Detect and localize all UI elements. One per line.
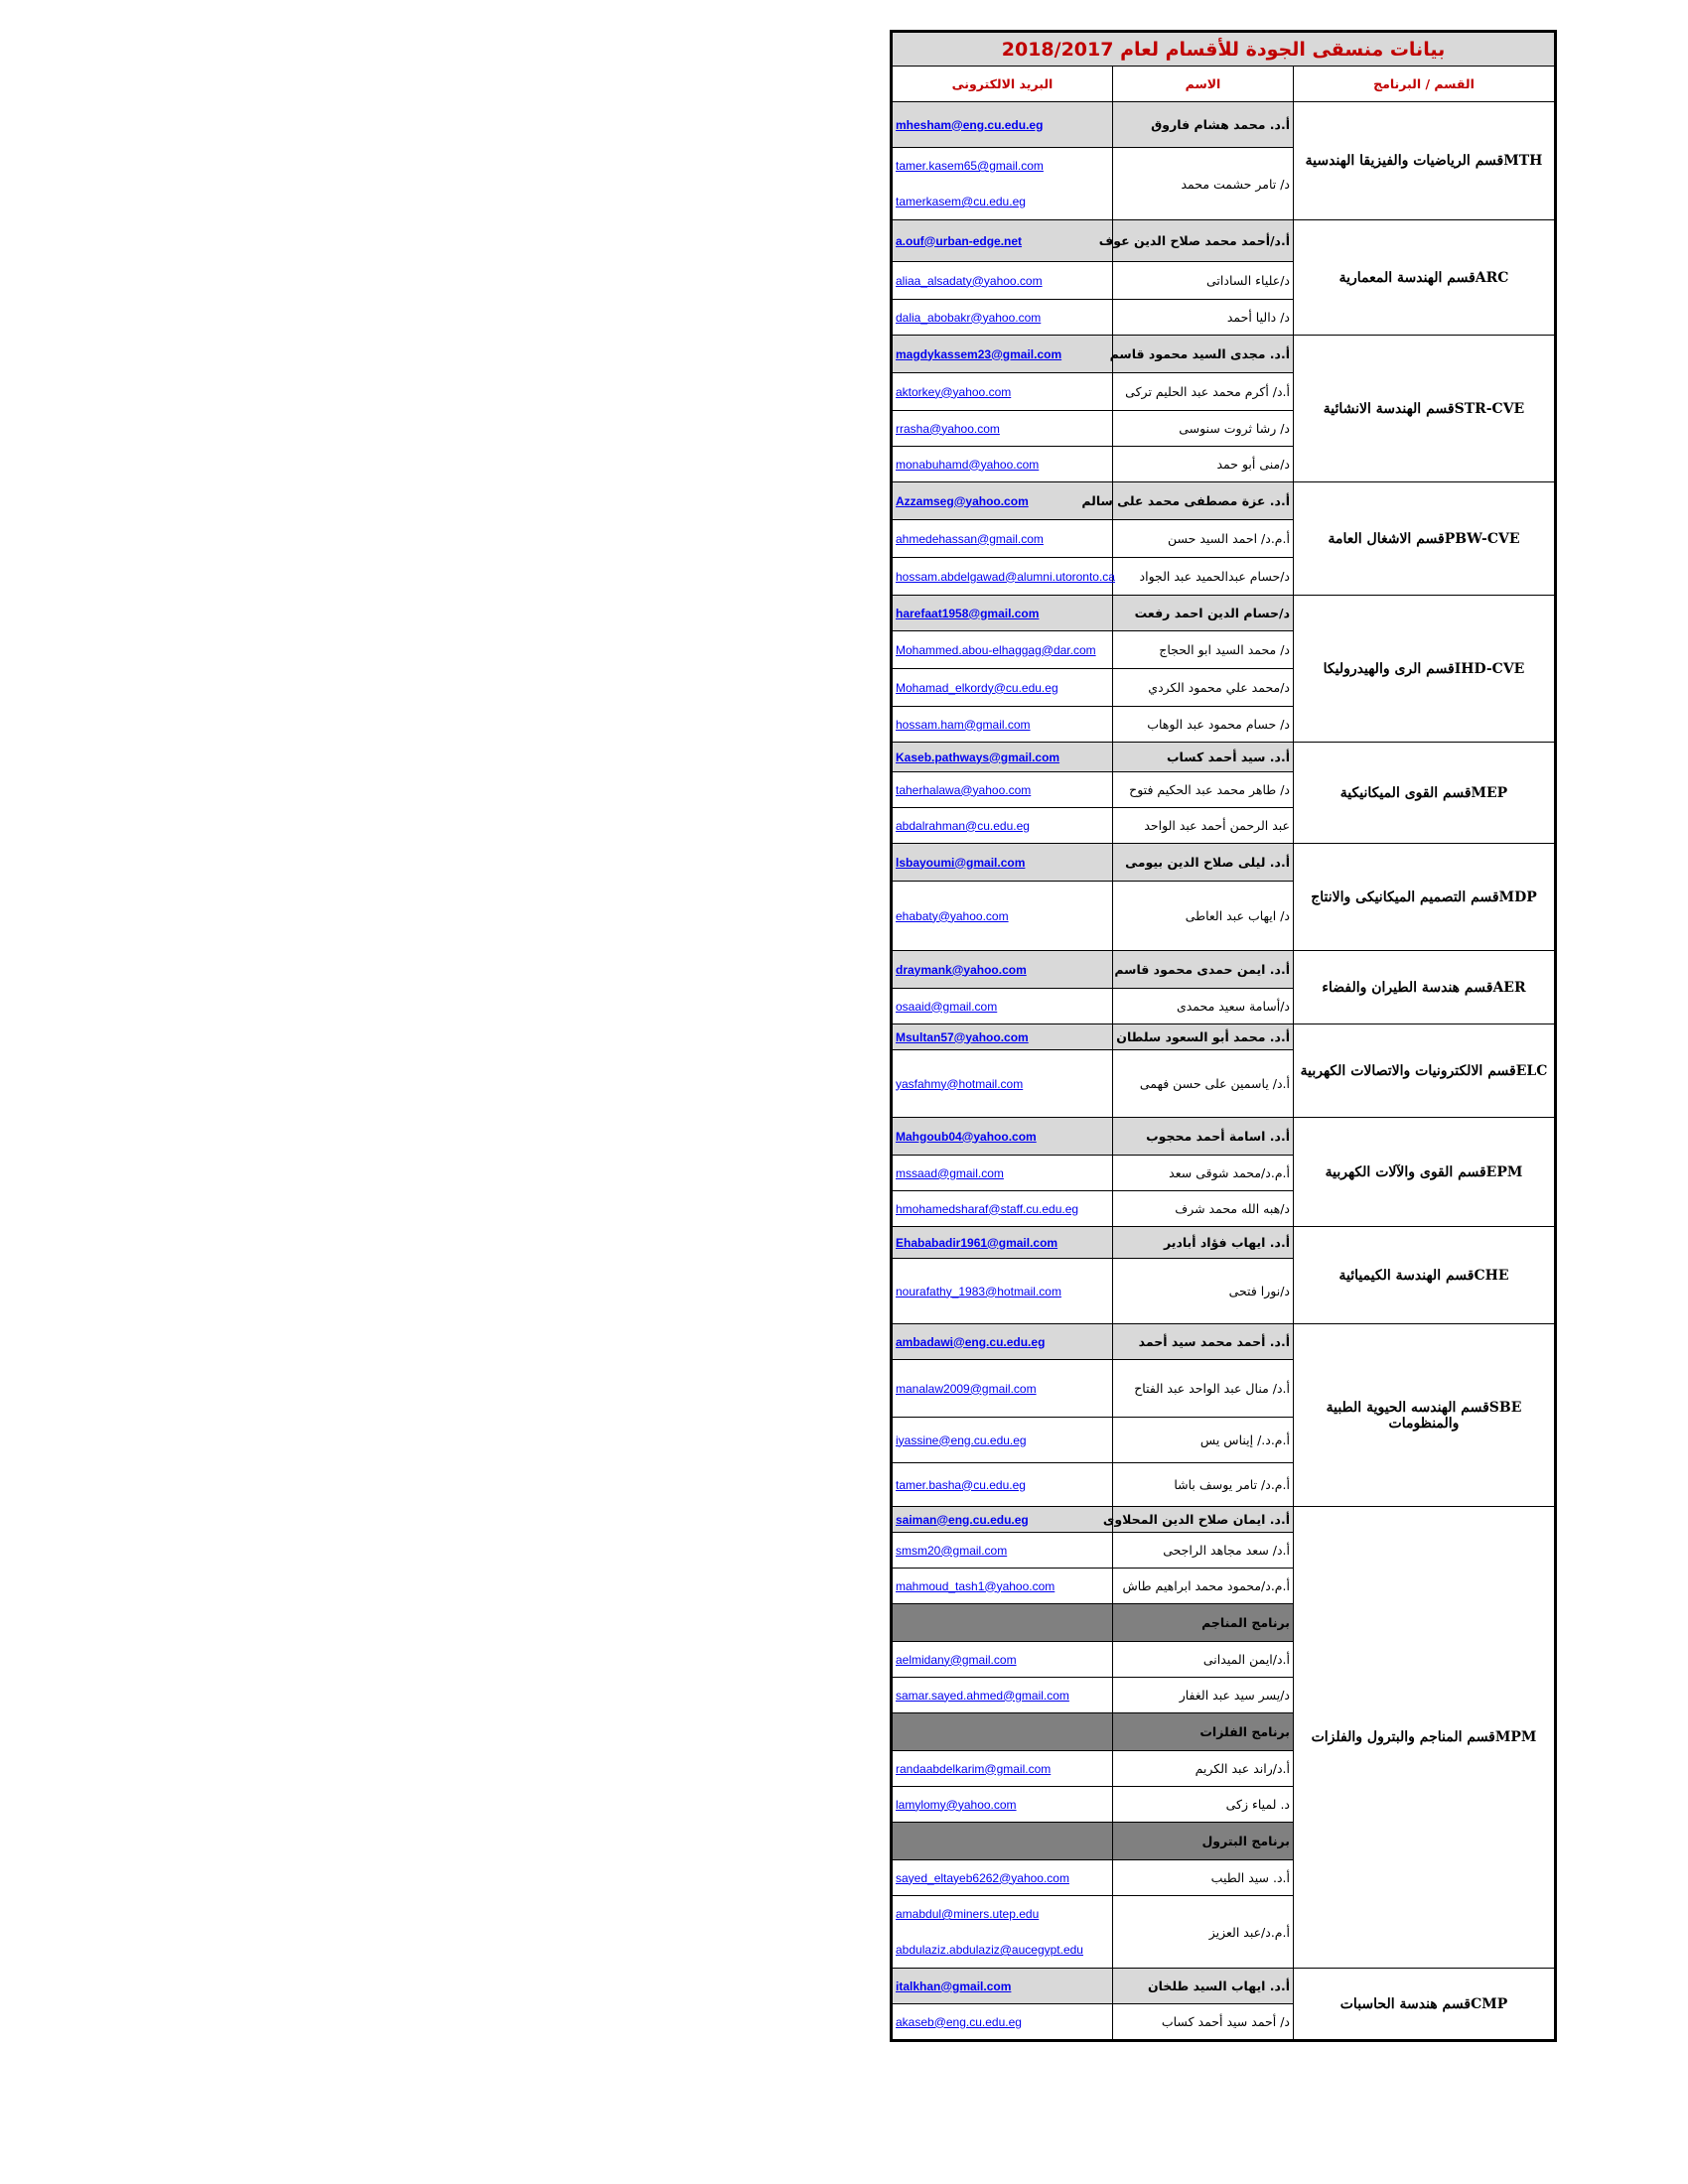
department-label: MPMقسم المناجم والبترول والفلزات <box>1294 1507 1555 1969</box>
coordinator-row <box>893 844 1555 882</box>
email-cell <box>893 1507 1113 1533</box>
email-link[interactable]: hossam.abdelgawad@alumni.utoronto.ca <box>896 569 1115 584</box>
email-link[interactable]: mahmoud_tash1@yahoo.com <box>896 1578 1055 1593</box>
coordinator-row <box>893 336 1555 373</box>
email-cell <box>893 373 1113 411</box>
email-cell <box>893 1118 1113 1156</box>
coordinator-row <box>893 1118 1555 1156</box>
email-cell <box>893 102 1113 148</box>
department-label: AERقسم هندسة الطيران والفضاء <box>1294 951 1555 1024</box>
coordinator-name: د/ تامر حشمت محمد <box>1113 148 1294 220</box>
email-link[interactable]: samar.sayed.ahmed@gmail.com <box>896 1688 1069 1703</box>
coordinator-name: د/ ايهاب عبد العاطى <box>1113 882 1294 951</box>
coordinator-name: أ.م.د/محمود محمد ابراهيم طاش <box>1113 1569 1294 1604</box>
coordinator-name: أ.د/أحمد محمد صلاح الدين عوف <box>1113 220 1294 262</box>
email-cell <box>893 2004 1113 2040</box>
email-cell <box>893 1156 1113 1191</box>
coordinator-name: د/يسر سيد عبد الغفار <box>1113 1678 1294 1713</box>
email-link[interactable]: smsm20@gmail.com <box>896 1543 1008 1558</box>
email-cell <box>893 1418 1113 1463</box>
email-cell <box>893 808 1113 844</box>
email-link[interactable]: lsbayoumi@gmail.com <box>896 855 1026 870</box>
header-name: الاسم <box>1113 67 1294 102</box>
email-cell <box>893 336 1113 373</box>
sheet-title: بيانات منسقى الجودة للأقسام لعام 2018/2017 <box>893 33 1555 67</box>
department-label: STR-CVEقسم الهندسة الانشائية <box>1294 336 1555 482</box>
header-dept: القسم / البرنامج <box>1294 67 1555 102</box>
coordinator-row <box>893 743 1555 772</box>
email-cell <box>893 262 1113 300</box>
email-link[interactable]: akaseb@eng.cu.edu.eg <box>896 2014 1022 2029</box>
coordinator-name: أ.م.د./ إيناس يس <box>1113 1418 1294 1463</box>
coordinator-name: د/أسامة سعيد محمدى <box>1113 989 1294 1024</box>
coordinator-name: عبد الرحمن أحمد عبد الواحد <box>1113 808 1294 844</box>
email-cell <box>893 1860 1113 1896</box>
coordinator-name: أ.د. سيد الطيب <box>1113 1860 1294 1896</box>
email-cell <box>893 1569 1113 1604</box>
coordinator-row <box>893 1227 1555 1259</box>
coordinator-name: أ.د. ايهاب فؤاد أبادير <box>1113 1227 1294 1259</box>
coordinator-name: د/محمد علي محمود الكردي <box>1113 669 1294 707</box>
coordinator-row <box>893 596 1555 631</box>
email-link[interactable]: aliaa_alsadaty@yahoo.com <box>896 273 1043 288</box>
email-link[interactable]: saiman@eng.cu.edu.eg <box>896 1512 1029 1527</box>
coordinator-row <box>893 1507 1555 1533</box>
coordinator-row <box>893 1324 1555 1360</box>
coordinator-name: د/ أحمد سيد أحمد كساب <box>1113 2004 1294 2040</box>
coordinator-name: د/حسام الدين احمد رفعت <box>1113 596 1294 631</box>
coordinator-name: أ.م.د/عبد العزيز <box>1113 1896 1294 1969</box>
email-cell <box>893 1191 1113 1227</box>
email-link[interactable]: yasfahmy@hotmail.com <box>896 1076 1024 1091</box>
email-link[interactable]: randaabdelkarim@gmail.com <box>896 1761 1052 1776</box>
coordinator-name: أ.د. عزة مصطفى محمد على سالم <box>1113 482 1294 520</box>
department-label: MTHقسم الرياضيات والفيزيقا الهندسية <box>1294 102 1555 220</box>
coordinator-row <box>893 102 1555 148</box>
email-cell <box>893 596 1113 631</box>
coordinator-name: أ.د. ايمان صلاح الدين المحلاوى <box>1113 1507 1294 1533</box>
coordinator-row <box>893 951 1555 989</box>
coordinator-name: أ.د. ايهاب السيد طلخان <box>1113 1969 1294 2004</box>
email-link[interactable]: italkhan@gmail.com <box>896 1979 1012 1993</box>
email-link[interactable]: hossam.ham@gmail.com <box>896 717 1031 732</box>
department-label: MEPقسم القوى الميكانيكية <box>1294 743 1555 844</box>
program-name: برنامج المناجم <box>1113 1604 1294 1642</box>
email-link[interactable]: abdulaziz.abdulaziz@aucegypt.edu <box>896 1943 1083 1957</box>
email-cell <box>893 1823 1113 1860</box>
coordinator-name: د/ طاهر محمد عبد الحكيم فتوح <box>1113 772 1294 808</box>
coordinator-name: د. لمياء زكى <box>1113 1787 1294 1823</box>
email-link[interactable]: hmohamedsharaf@staff.cu.edu.eg <box>896 1201 1079 1216</box>
coordinator-name: أ.د. أحمد محمد سيد أحمد <box>1113 1324 1294 1360</box>
department-label: CHEقسم الهندسة الكيميائية <box>1294 1227 1555 1324</box>
coordinator-name: أ.م.د/محمد شوقى سعد <box>1113 1156 1294 1191</box>
email-cell <box>893 1259 1113 1324</box>
coordinator-row <box>893 482 1555 520</box>
email-cell <box>893 482 1113 520</box>
coordinator-name: أ.د. ليلى صلاح الدين بيومى <box>1113 844 1294 882</box>
department-label: CMPقسم هندسة الحاسبات <box>1294 1969 1555 2040</box>
email-cell <box>893 1787 1113 1823</box>
coordinator-name: أ.م.د/ احمد السيد حسن <box>1113 520 1294 558</box>
coordinator-name: د/ حسام محمود عبد الوهاب <box>1113 707 1294 743</box>
email-cell <box>893 989 1113 1024</box>
email-cell <box>893 1713 1113 1751</box>
header-row <box>893 67 1555 102</box>
coordinator-name: د/ رشا ثروت سنوسى <box>1113 411 1294 447</box>
department-label: MDPقسم التصميم الميكانيكى والانتاج <box>1294 844 1555 951</box>
email-cell <box>893 1969 1113 2004</box>
department-label: ARCقسم الهندسة المعمارية <box>1294 220 1555 336</box>
email-link[interactable]: Ehababadir1961@gmail.com <box>896 1235 1058 1250</box>
coordinators-table <box>892 32 1555 2040</box>
coordinator-name: د/نورا فتحى <box>1113 1259 1294 1324</box>
email-cell <box>893 669 1113 707</box>
coordinator-name: أ.د/ أكرم محمد عبد الحليم تركى <box>1113 373 1294 411</box>
email-cell <box>893 1678 1113 1713</box>
email-link[interactable]: tamer.basha@cu.edu.eg <box>896 1477 1026 1492</box>
coordinator-name: أ.د. محمد أبو السعود سلطان <box>1113 1024 1294 1050</box>
email-cell <box>893 558 1113 596</box>
email-cell <box>893 951 1113 989</box>
email-link[interactable]: aktorkey@yahoo.com <box>896 384 1012 399</box>
email-link[interactable]: dalia_abobakr@yahoo.com <box>896 310 1042 325</box>
email-link[interactable]: mhesham@eng.cu.edu.eg <box>896 117 1044 132</box>
email-link[interactable]: iyassine@eng.cu.edu.eg <box>896 1433 1027 1447</box>
email-link[interactable]: Kaseb.pathways@gmail.com <box>896 750 1060 764</box>
email-link[interactable]: ahmedehassan@gmail.com <box>896 531 1044 546</box>
email-link[interactable]: osaaid@gmail.com <box>896 999 998 1014</box>
coordinator-name: أ.د/راند عبد الكريم <box>1113 1751 1294 1787</box>
email-cell <box>893 1227 1113 1259</box>
email-cell <box>893 1533 1113 1569</box>
department-label: PBW-CVEقسم الاشغال العامة <box>1294 482 1555 596</box>
email-cell <box>893 411 1113 447</box>
email-link[interactable]: aelmidany@gmail.com <box>896 1652 1017 1667</box>
email-link[interactable]: manalaw2009@gmail.com <box>896 1381 1037 1396</box>
email-cell <box>893 772 1113 808</box>
email-cell <box>893 300 1113 336</box>
email-cell <box>893 520 1113 558</box>
email-link[interactable]: a.ouf@urban-edge.net <box>896 233 1023 248</box>
email-cell <box>893 1463 1113 1507</box>
email-link[interactable]: draymank@yahoo.com <box>896 962 1027 977</box>
email-cell <box>893 1324 1113 1360</box>
email-link[interactable]: abdalrahman@cu.edu.eg <box>896 818 1030 833</box>
email-cell <box>893 631 1113 669</box>
email-cell <box>893 1360 1113 1418</box>
email-link[interactable]: Azzamseg@yahoo.com <box>896 493 1029 508</box>
header-email: البريد الالكترونى <box>893 67 1113 102</box>
coordinator-name: د/علياء الساداتى <box>1113 262 1294 300</box>
department-label: ELCقسم الالكترونيات والاتصالات الكهربية <box>1294 1024 1555 1118</box>
program-name: برنامج البترول <box>1113 1823 1294 1860</box>
email-cell <box>893 844 1113 882</box>
coordinator-name: أ.د/ سعد مجاهد الراجحى <box>1113 1533 1294 1569</box>
email-cell <box>893 1024 1113 1050</box>
coordinator-name: أ.د. محمد هشام فاروق <box>1113 102 1294 148</box>
coordinator-name: أ.د. سيد أحمد كساب <box>1113 743 1294 772</box>
email-link[interactable]: mssaad@gmail.com <box>896 1165 1004 1180</box>
coordinator-name: د/هبه الله محمد شرف <box>1113 1191 1294 1227</box>
email-cell <box>893 1896 1113 1969</box>
email-link[interactable]: tamer.kasem65@gmail.com <box>896 159 1044 173</box>
email-cell <box>893 220 1113 262</box>
department-label: IHD-CVEقسم الرى والهيدروليكا <box>1294 596 1555 743</box>
email-cell <box>893 1050 1113 1118</box>
email-cell <box>893 447 1113 482</box>
email-link[interactable]: magdykassem23@gmail.com <box>896 346 1062 361</box>
coordinator-name: أ.د. اسامة أحمد محجوب <box>1113 1118 1294 1156</box>
coordinator-name: د/حسام عبدالحميد عبد الجواد <box>1113 558 1294 596</box>
email-cell <box>893 1604 1113 1642</box>
email-cell <box>893 707 1113 743</box>
email-link[interactable]: ambadawi@eng.cu.edu.eg <box>896 1334 1046 1349</box>
email-link[interactable]: lamylomy@yahoo.com <box>896 1797 1017 1812</box>
email-link[interactable]: monabuhamd@yahoo.com <box>896 457 1040 472</box>
coordinator-row <box>893 220 1555 262</box>
coordinator-name: أ.د/ منال عبد الواحد عبد الفتاح <box>1113 1360 1294 1418</box>
email-link[interactable]: amabdul@miners.utep.edu <box>896 1907 1040 1921</box>
email-cell <box>893 1751 1113 1787</box>
program-name: برنامج الفلزات <box>1113 1713 1294 1751</box>
email-cell <box>893 743 1113 772</box>
email-link[interactable]: Mohamad_elkordy@cu.edu.eg <box>896 680 1058 695</box>
email-cell <box>893 882 1113 951</box>
email-cell <box>893 1642 1113 1678</box>
coordinator-name: أ.د/ايمن الميدانى <box>1113 1642 1294 1678</box>
coordinator-name: د/ محمد السيد ابو الحجاج <box>1113 631 1294 669</box>
coordinator-name: د/ داليا أحمد <box>1113 300 1294 336</box>
email-link[interactable]: Mohammed.abou-elhaggag@dar.com <box>896 642 1096 657</box>
email-link[interactable]: taherhalawa@yahoo.com <box>896 782 1032 797</box>
coordinator-name: أ.د/ ياسمين على حسن فهمى <box>1113 1050 1294 1118</box>
email-link[interactable]: sayed_eltayeb6262@yahoo.com <box>896 1870 1069 1885</box>
coordinators-sheet <box>890 30 1557 2042</box>
coordinator-name: د/منى أبو حمد <box>1113 447 1294 482</box>
email-cell <box>893 148 1113 220</box>
email-link[interactable]: rrasha@yahoo.com <box>896 421 1000 436</box>
email-link[interactable]: harefaat1958@gmail.com <box>896 606 1040 620</box>
email-link[interactable]: ehabaty@yahoo.com <box>896 908 1009 923</box>
coordinator-row <box>893 1969 1555 2004</box>
coordinator-name: أ.د. مجدى السيد محمود قاسم <box>1113 336 1294 373</box>
coordinator-name: أ.م.د/ تامر يوسف باشا <box>1113 1463 1294 1507</box>
department-label: EPMقسم القوى والآلات الكهربية <box>1294 1118 1555 1227</box>
email-link[interactable]: nourafathy_1983@hotmail.com <box>896 1284 1061 1298</box>
email-link[interactable]: Msultan57@yahoo.com <box>896 1029 1029 1044</box>
coordinator-name: أ.د. ايمن حمدى محمود قاسم <box>1113 951 1294 989</box>
email-link[interactable]: Mahgoub04@yahoo.com <box>896 1129 1037 1144</box>
coordinator-row <box>893 1024 1555 1050</box>
department-label: SBEقسم الهندسه الحيوية الطبية والمنظومات <box>1294 1324 1555 1507</box>
email-link[interactable]: tamerkasem@cu.edu.eg <box>896 195 1026 208</box>
